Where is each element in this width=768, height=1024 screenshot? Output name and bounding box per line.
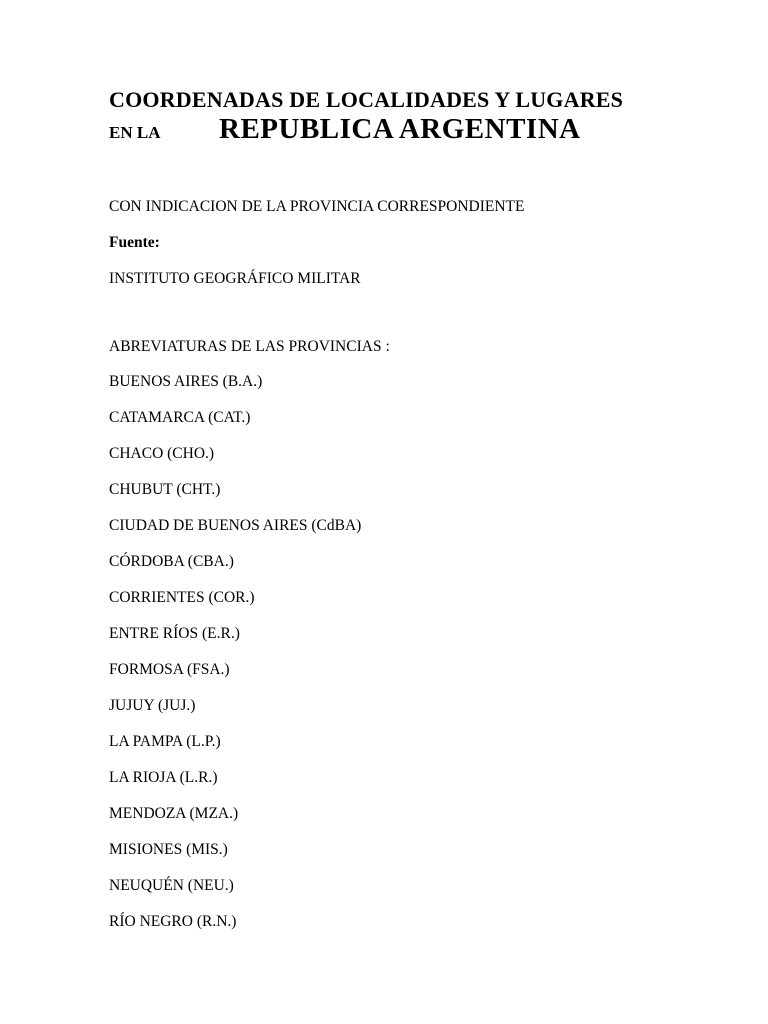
document-title-line1: COORDENADAS DE LOCALIDADES Y LUGARES — [109, 87, 624, 112]
province-item: JUJUY (JUJ.) — [109, 697, 196, 714]
province-list — [109, 373, 361, 949]
province-item: ENTRE RÍOS (E.R.) — [109, 625, 240, 642]
province-item: NEUQUÉN (NEU.) — [109, 877, 234, 894]
province-item: LA RIOJA (L.R.) — [109, 769, 218, 786]
province-item: CÓRDOBA (CBA.) — [109, 553, 234, 570]
province-item: LA PAMPA (L.P.) — [109, 733, 221, 750]
province-item: FORMOSA (FSA.) — [109, 661, 230, 678]
province-item: CATAMARCA (CAT.) — [109, 409, 251, 426]
province-item: MENDOZA (MZA.) — [109, 805, 239, 822]
province-item: RÍO NEGRO (R.N.) — [109, 913, 237, 930]
title-prefix: EN LA — [109, 123, 161, 142]
province-item: CHACO (CHO.) — [109, 445, 215, 462]
document-subtitle: CON INDICACION DE LA PROVINCIA CORRESPONDIENTE — [109, 198, 525, 215]
title-country: REPUBLICA ARGENTINA — [219, 113, 581, 145]
province-item: CHUBUT (CHT.) — [109, 481, 221, 498]
abbreviations-heading: ABREVIATURAS DE LAS PROVINCIAS : — [109, 338, 390, 355]
document-title-line2 — [109, 113, 581, 146]
province-item: BUENOS AIRES (B.A.) — [109, 373, 263, 390]
province-item: CORRIENTES (COR.) — [109, 589, 255, 606]
province-item: MISIONES (MIS.) — [109, 841, 228, 858]
source-value: INSTITUTO GEOGRÁFICO MILITAR — [109, 270, 361, 287]
source-label: Fuente: — [109, 234, 160, 251]
province-item: CIUDAD DE BUENOS AIRES (CdBA) — [109, 517, 362, 534]
